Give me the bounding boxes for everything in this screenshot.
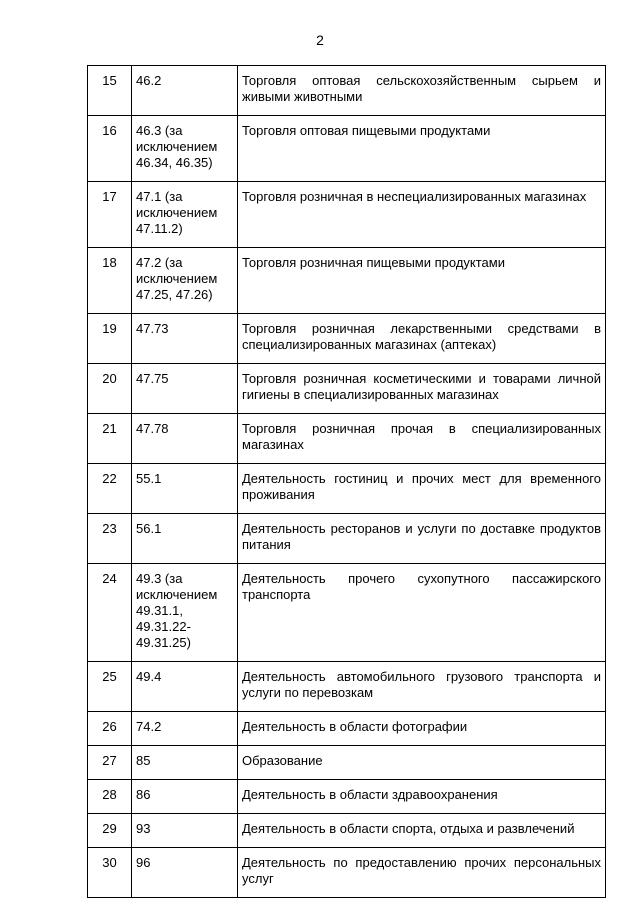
- table-row: [88, 116, 606, 182]
- activity-description: Деятельность гостиниц и прочих мест для временного проживания: [238, 464, 606, 514]
- activity-code: 96: [132, 848, 238, 898]
- table-row: [88, 414, 606, 464]
- row-number: 21: [88, 414, 132, 464]
- table-row: [88, 248, 606, 314]
- activity-description: Образование: [238, 746, 606, 780]
- activity-code: 47.78: [132, 414, 238, 464]
- activity-description: Торговля розничная косметическими и товарами личной гигиены в специализированных магазинах: [238, 364, 606, 414]
- activity-code: 46.2: [132, 66, 238, 116]
- row-number: 16: [88, 116, 132, 182]
- activity-description: Торговля оптовая сельскохозяйственным сырьем и живыми животными: [238, 66, 606, 116]
- table-row: [88, 814, 606, 848]
- table-row: [88, 66, 606, 116]
- table-row: [88, 364, 606, 414]
- row-number: 22: [88, 464, 132, 514]
- table-row: [88, 564, 606, 662]
- activity-description: Торговля розничная пищевыми продуктами: [238, 248, 606, 314]
- activity-code: 56.1: [132, 514, 238, 564]
- row-number: 25: [88, 662, 132, 712]
- table-row: [88, 314, 606, 364]
- activity-code: 46.3 (за исключением 46.34, 46.35): [132, 116, 238, 182]
- table-row: [88, 746, 606, 780]
- activity-description: Деятельность по предоставлению прочих персональных услуг: [238, 848, 606, 898]
- activity-code: 47.73: [132, 314, 238, 364]
- activity-code: 86: [132, 780, 238, 814]
- activity-description: Деятельность прочего сухопутного пассажирского транспорта: [238, 564, 606, 662]
- table-row: [88, 464, 606, 514]
- table-row: [88, 848, 606, 898]
- row-number: 18: [88, 248, 132, 314]
- row-number: 29: [88, 814, 132, 848]
- activity-code: 47.1 (за исключением 47.11.2): [132, 182, 238, 248]
- activity-description: Деятельность в области здравоохранения: [238, 780, 606, 814]
- activity-table: [87, 65, 606, 898]
- page-number: 2: [316, 32, 324, 48]
- table-row: [88, 514, 606, 564]
- row-number: 17: [88, 182, 132, 248]
- activity-code: 49.4: [132, 662, 238, 712]
- activity-code: 74.2: [132, 712, 238, 746]
- activity-code: 47.75: [132, 364, 238, 414]
- activity-code: 55.1: [132, 464, 238, 514]
- activity-code: 47.2 (за исключением 47.25, 47.26): [132, 248, 238, 314]
- activity-description: Торговля розничная лекарственными средствами в специализированных магазинах (аптеках): [238, 314, 606, 364]
- table-row: [88, 662, 606, 712]
- activity-description: Деятельность автомобильного грузового транспорта и услуги по перевозкам: [238, 662, 606, 712]
- row-number: 30: [88, 848, 132, 898]
- row-number: 28: [88, 780, 132, 814]
- activity-description: Торговля розничная в неспециализированных магазинах: [238, 182, 606, 248]
- row-number: 19: [88, 314, 132, 364]
- activity-code: 49.3 (за исключением 49.31.1, 49.31.22- 49.31.25): [132, 564, 238, 662]
- row-number: 15: [88, 66, 132, 116]
- row-number: 23: [88, 514, 132, 564]
- activity-description: Деятельность в области спорта, отдыха и развлечений: [238, 814, 606, 848]
- row-number: 26: [88, 712, 132, 746]
- table-row: [88, 712, 606, 746]
- table-row: [88, 780, 606, 814]
- row-number: 24: [88, 564, 132, 662]
- activity-description: Деятельность ресторанов и услуги по доставке продуктов питания: [238, 514, 606, 564]
- activity-code: 85: [132, 746, 238, 780]
- activity-description: Торговля розничная прочая в специализированных магазинах: [238, 414, 606, 464]
- row-number: 20: [88, 364, 132, 414]
- row-number: 27: [88, 746, 132, 780]
- activity-code: 93: [132, 814, 238, 848]
- activity-description: Торговля оптовая пищевыми продуктами: [238, 116, 606, 182]
- activity-description: Деятельность в области фотографии: [238, 712, 606, 746]
- table-row: [88, 182, 606, 248]
